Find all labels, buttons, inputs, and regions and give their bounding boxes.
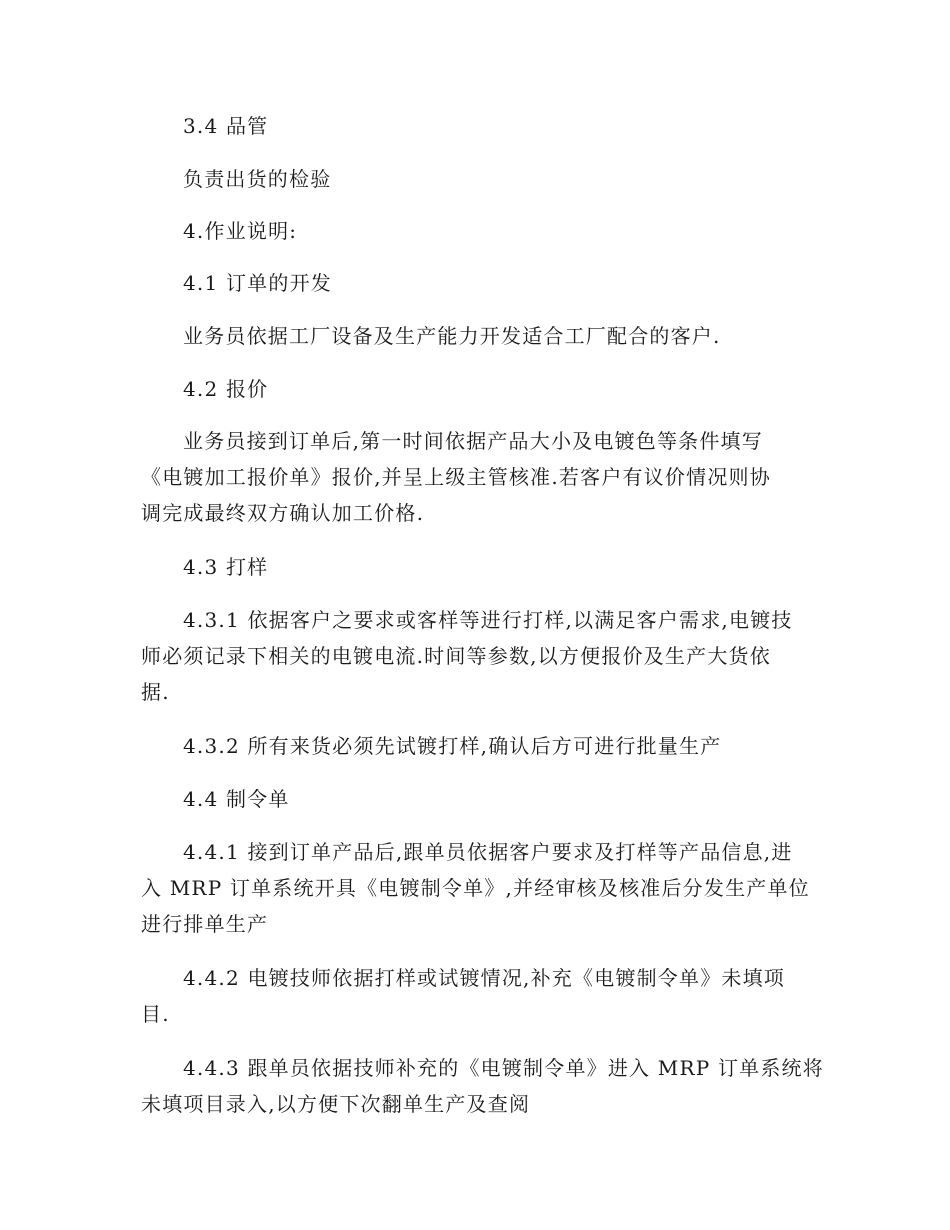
paragraph-line: 4.4.3 跟单员依据技师补充的《电镀制令单》进入 MRP 订单系统将 [183,1056,824,1080]
paragraph-line: 4.4.1 接到订单产品后,跟单员依据客户要求及打样等产品信息,进 [183,840,793,864]
paragraph-line: 未填项目录入,以方便下次翻单生产及查阅 [141,1092,531,1116]
paragraph-line: 业务员依据工厂设备及生产能力开发适合工厂配合的客户. [183,324,721,348]
paragraph-line: 业务员接到订单后,第一时间依据产品大小及电镀色等条件填写 [183,429,763,453]
paragraph-line: 据. [141,680,170,704]
paragraph-line: 4.3.2 所有来货必须先试镀打样,确认后方可进行批量生产 [183,734,722,758]
paragraph-line: 负责出货的检验 [183,167,332,191]
paragraph-line: 入 MRP 订单系统开具《电镀制令单》,并经审核及核准后分发生产单位 [141,876,810,900]
paragraph-line: 4.4.2 电镀技师依据打样或试镀情况,补充《电镀制令单》未填项 [183,966,786,990]
paragraph-line: 目. [141,1002,170,1026]
paragraph-line: 师必须记录下相关的电镀电流.时间等参数,以方便报价及生产大货依 [141,644,771,668]
paragraph-line: 4.3.1 依据客户之要求或客样等进行打样,以满足客户需求,电镀技 [183,608,793,632]
paragraph-line: 调完成最终双方确认加工价格. [141,501,425,525]
section-heading: 4.2 报价 [183,377,269,401]
section-heading: 4.4 制令单 [183,787,290,811]
paragraph-line: 进行排单生产 [141,912,269,936]
section-heading: 4.3 打样 [183,555,269,579]
paragraph-line: 《电镀加工报价单》报价,并呈上级主管核准.若客户有议价情况则协 [141,465,771,489]
section-heading: 3.4 品管 [183,114,269,138]
section-heading: 4.作业说明: [183,219,298,243]
section-heading: 4.1 订单的开发 [183,271,332,295]
